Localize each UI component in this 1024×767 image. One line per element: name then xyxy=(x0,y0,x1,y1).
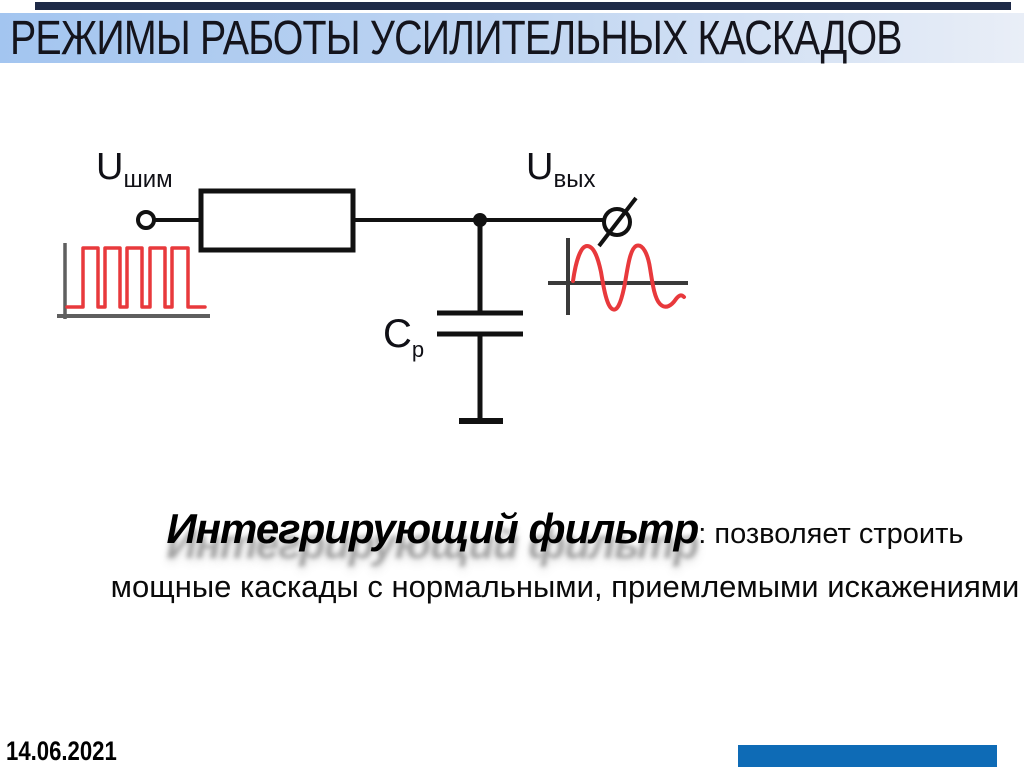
input-voltage-symbol: U xyxy=(96,146,124,188)
footer-accent-bar xyxy=(738,745,997,767)
capacitor-subscript: p xyxy=(411,337,425,362)
junction-dot xyxy=(473,213,487,227)
sine-waveform-sketch xyxy=(548,238,688,315)
output-voltage-subscript: вых xyxy=(553,166,596,193)
output-voltage-symbol: U xyxy=(526,146,554,188)
caption-term: Интегрирующий фильтр xyxy=(166,505,699,552)
output-voltage-label xyxy=(526,148,595,192)
caption-line1 xyxy=(110,505,1020,553)
input-terminal-icon xyxy=(138,212,154,228)
input-voltage-subscript: шим xyxy=(123,166,173,193)
caption-block xyxy=(110,505,1020,605)
caption-line2: мощные каскады с нормальными, приемлемыми искажениями xyxy=(110,569,1020,604)
capacitor-label xyxy=(383,314,424,361)
page-title: РЕЖИМЫ РАБОТЫ УСИЛИТЕЛЬНЫХ КАСКАДОВ xyxy=(10,11,902,65)
slide-date: 14.06.2021 xyxy=(6,736,117,766)
resistor-block xyxy=(201,191,353,250)
capacitor-symbol: C xyxy=(383,312,412,356)
pwm-waveform-sketch xyxy=(57,243,210,319)
input-voltage-label xyxy=(96,148,173,192)
output-terminal-icon xyxy=(599,198,636,246)
caption-rest: : позволяет строить xyxy=(698,518,964,550)
